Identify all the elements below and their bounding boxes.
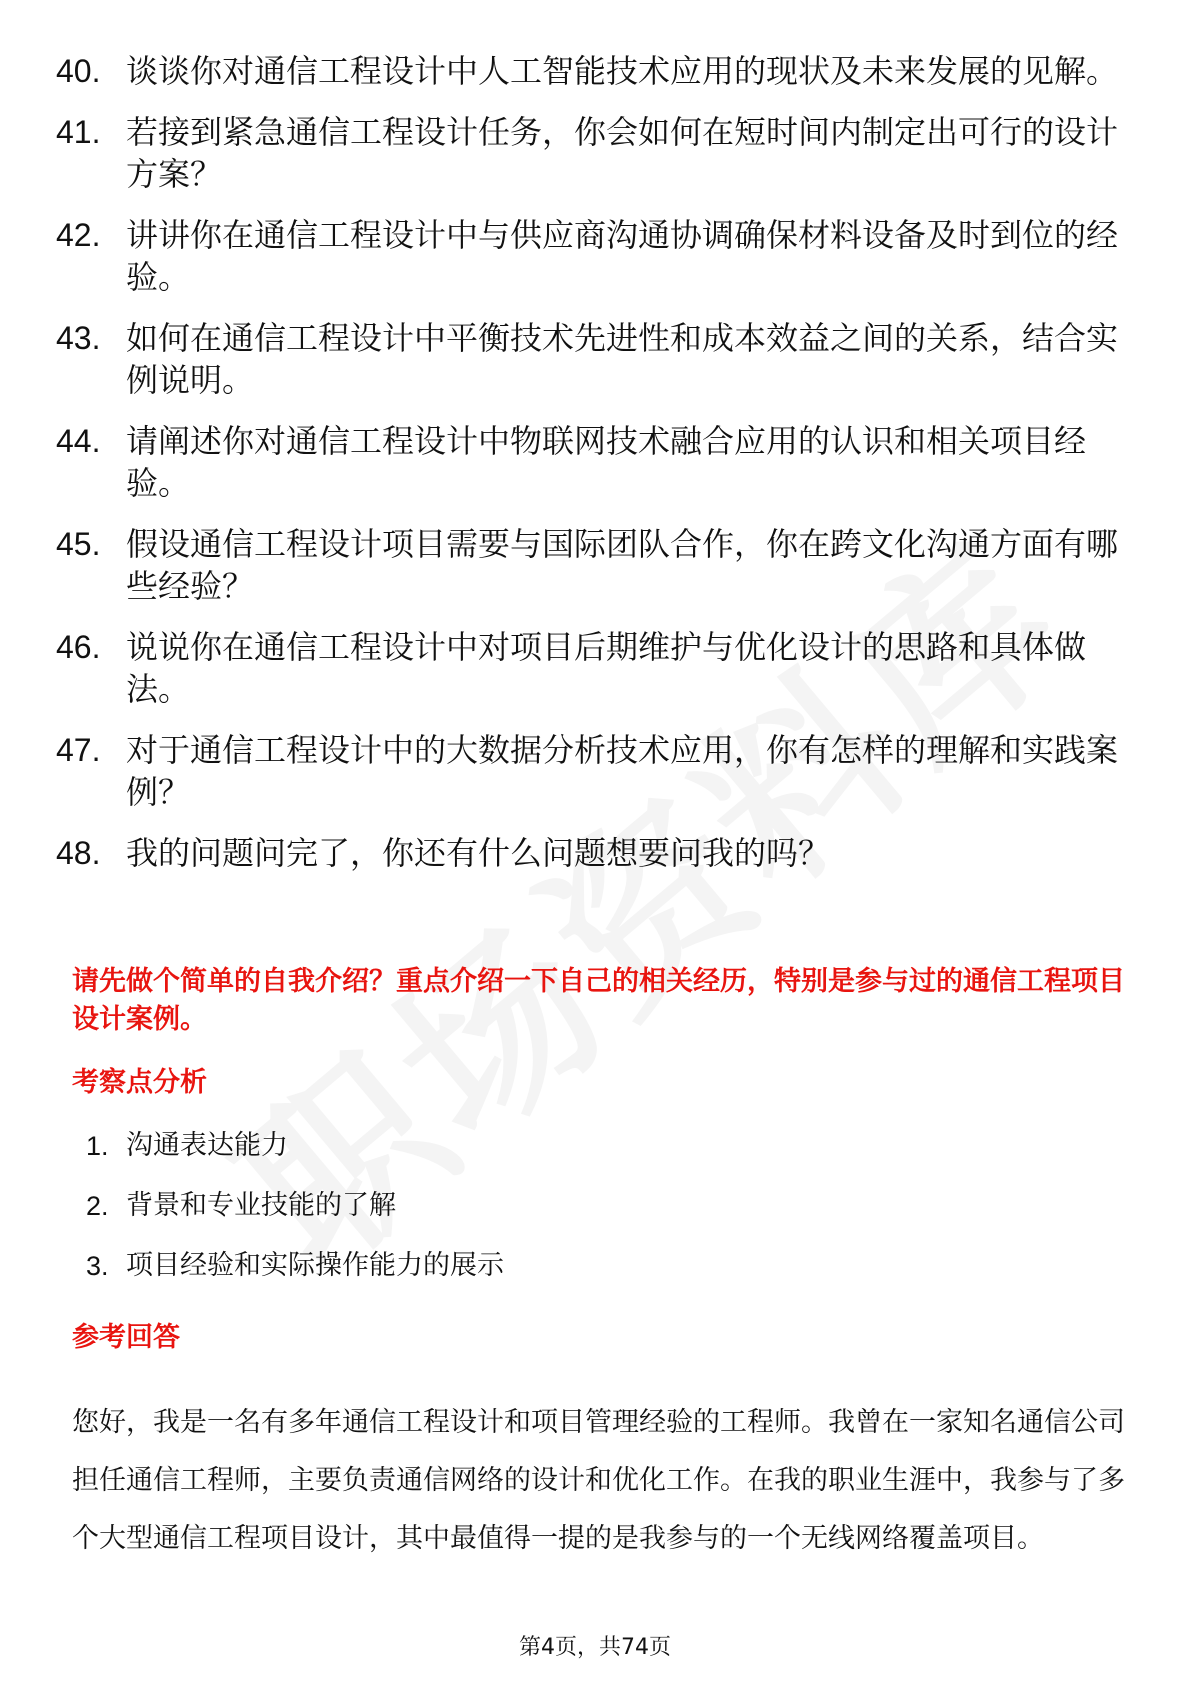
question-text: 讲讲你在通信工程设计中与供应商沟通协调确保材料设备及时到位的经验。: [126, 216, 1119, 296]
question-text: 若接到紧急通信工程设计任务，你会如何在短时间内制定出可行的设计方案？: [126, 113, 1119, 193]
question-item: [56, 214, 1126, 298]
question-number: 40.: [56, 53, 101, 89]
question-item: [56, 832, 1126, 874]
question-list: [56, 50, 1126, 893]
question-number: 47.: [56, 732, 101, 768]
point-text: 沟通表达能力: [126, 1130, 288, 1161]
question-item: [56, 111, 1126, 195]
question-number: 43.: [56, 320, 101, 356]
question-text: 对于通信工程设计中的大数据分析技术应用，你有怎样的理解和实践案例？: [126, 731, 1119, 811]
question-item: [56, 626, 1126, 710]
point-number: 1.: [86, 1131, 109, 1161]
question-text: 说说你在通信工程设计中对项目后期维护与优化设计的思路和具体做法。: [126, 628, 1087, 708]
question-text: 如何在通信工程设计中平衡技术先进性和成本效益之间的关系，结合实例说明。: [126, 319, 1119, 399]
analysis-point: [86, 1128, 986, 1164]
question-text: 我的问题问完了，你还有什么问题想要问我的吗？: [126, 834, 831, 872]
question-number: 45.: [56, 526, 101, 562]
question-item: [56, 317, 1126, 401]
point-text: 项目经验和实际操作能力的展示: [126, 1250, 504, 1281]
analysis-heading: 考察点分析: [72, 1067, 207, 1098]
question-text: 假设通信工程设计项目需要与国际团队合作，你在跨文化沟通方面有哪些经验？: [126, 525, 1119, 605]
page-footer: 第4页，共74页: [519, 1635, 671, 1660]
analysis-points: [86, 1128, 986, 1308]
point-number: 3.: [86, 1251, 109, 1281]
question-number: 41.: [56, 114, 101, 150]
question-text: 谈谈你对通信工程设计中人工智能技术应用的现状及未来发展的见解。: [126, 52, 1119, 90]
analysis-point: [86, 1188, 986, 1224]
question-number: 46.: [56, 629, 101, 665]
reference-heading: 参考回答: [72, 1322, 180, 1353]
point-number: 2.: [86, 1191, 109, 1221]
question-item: [56, 523, 1126, 607]
highlight-question: 请先做个简单的自我介绍？重点介绍一下自己的相关经历，特别是参与过的通信工程项目设计案例。: [72, 966, 1125, 1035]
point-text: 背景和专业技能的了解: [126, 1190, 396, 1221]
reference-answer: 您好，我是一名有多年通信工程设计和项目管理经验的工程师。我曾在一家知名通信公司担任通信工程师，主要负责通信网络的设计和优化工作。在我的职业生涯中，我参与了多个大型通信工程项目设计，其中最值得一提的是我参与的一个无线网络覆盖项目。: [72, 1407, 1125, 1554]
question-number: 42.: [56, 217, 101, 253]
question-item: [56, 50, 1126, 92]
analysis-point: [86, 1248, 986, 1284]
question-text: 请阐述你对通信工程设计中物联网技术融合应用的认识和相关项目经验。: [126, 422, 1087, 502]
question-number: 44.: [56, 423, 101, 459]
question-number: 48.: [56, 835, 101, 871]
question-item: [56, 729, 1126, 813]
question-item: [56, 420, 1126, 504]
